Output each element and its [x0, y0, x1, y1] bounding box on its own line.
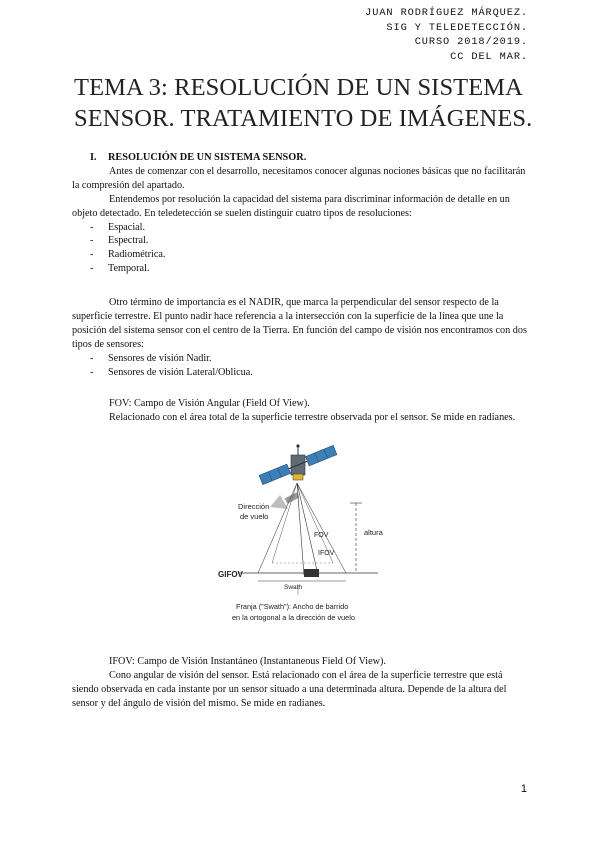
- section-block-nadir: [72, 296, 528, 379]
- label-direction-2: de vuelo: [240, 512, 269, 521]
- section-block-fov: [72, 397, 528, 425]
- ifov-text: Cono angular de visión del sensor. Está relacionado con el área de la superficie terrestre que está siendo observada en cada instante por un sensor situado a una determinada altura. Depende de la altura del sensor y del ángulo de visión del mismo. Se mide en radianes.: [72, 669, 507, 709]
- arrow-head-icon: [270, 495, 288, 509]
- ifov-title: IFOV: Campo de Visión Instantáneo (Instantaneous Field Of View).: [109, 656, 386, 667]
- flight-arrow-icon: [286, 495, 298, 501]
- caption-line-1: Franja ("Swath"): Ancho de barrido: [236, 602, 349, 611]
- fov-diagram: [218, 443, 398, 631]
- section-heading-text: RESOLUCIÓN DE UN SISTEMA SENSOR.: [108, 152, 307, 163]
- course-subject: SIG Y TELEDETECCIÓN.: [386, 21, 528, 34]
- page-title: [74, 72, 544, 134]
- section-block-1: [72, 151, 528, 276]
- list-item: - Espacial.: [90, 221, 146, 233]
- course-year: CURSO 2018/2019.: [414, 36, 528, 49]
- fov-text: Relacionado con el área total de la superficie terrestre observada por el sensor. Se mide en radianes.: [109, 411, 516, 423]
- page-number: 1: [520, 783, 527, 795]
- paragraph-nadir: Otro término de importancia es el NADIR, que marca la perpendicular del sensor respecto de la superficie terrestre. El punto nadir hace referencia a la intersección con la superficie de la línea que une la posición del sistema sensor con el centro de la Tierra. En función del campo de visión nos encontramos con dos tipos de sensores:: [72, 297, 527, 350]
- caption-line-2: en la ortogonal a la dirección de vuelo: [232, 613, 355, 622]
- section-block-ifov: [72, 655, 528, 711]
- paragraph-resolution: Entendemos por resolución la capacidad del sistema para discriminar información de detalle en un objeto detectado. En teledetección se suelen distinguir cuatro tipos de resoluciones:: [72, 193, 510, 219]
- author-header: [365, 6, 528, 64]
- satellite-icon: [259, 444, 337, 484]
- gifov-pixel: [304, 569, 319, 577]
- title-line-2: SENSOR. TRATAMIENTO DE IMÁGENES.: [74, 105, 533, 132]
- author-name: JUAN RODRÍGUEZ MÁRQUEZ.: [365, 7, 528, 19]
- list-item: - Sensores de visión Lateral/Oblicua.: [90, 366, 253, 378]
- sensor-types-list: [72, 352, 528, 380]
- section-number: I.: [90, 152, 97, 163]
- list-item: - Temporal.: [90, 263, 150, 275]
- list-item: - Espectral.: [90, 235, 149, 247]
- paragraph-intro: Antes de comenzar con el desarrollo, necesitamos conocer algunas nociones básicas que no facilitarán la compresión del apartado.: [72, 165, 526, 191]
- list-item: - Radiométrica.: [90, 249, 166, 261]
- resolution-types-list: [72, 221, 528, 277]
- label-direction-1: Dirección: [238, 502, 270, 511]
- fov-title: FOV: Campo de Visión Angular (Field Of View).: [109, 398, 310, 409]
- label-fov: FOV: [314, 532, 329, 539]
- degree: CC DEL MAR.: [450, 50, 528, 63]
- list-item: - Sensores de visión Nadir.: [90, 352, 212, 364]
- label-altura: altura: [364, 528, 383, 537]
- label-ifov: IFOV: [318, 550, 335, 557]
- title-line-1: TEMA 3: RESOLUCIÓN DE UN SISTEMA: [74, 74, 523, 101]
- label-gifov: GIFOV: [218, 570, 243, 579]
- label-swath: Swath: [284, 584, 303, 591]
- section-heading: [72, 151, 528, 165]
